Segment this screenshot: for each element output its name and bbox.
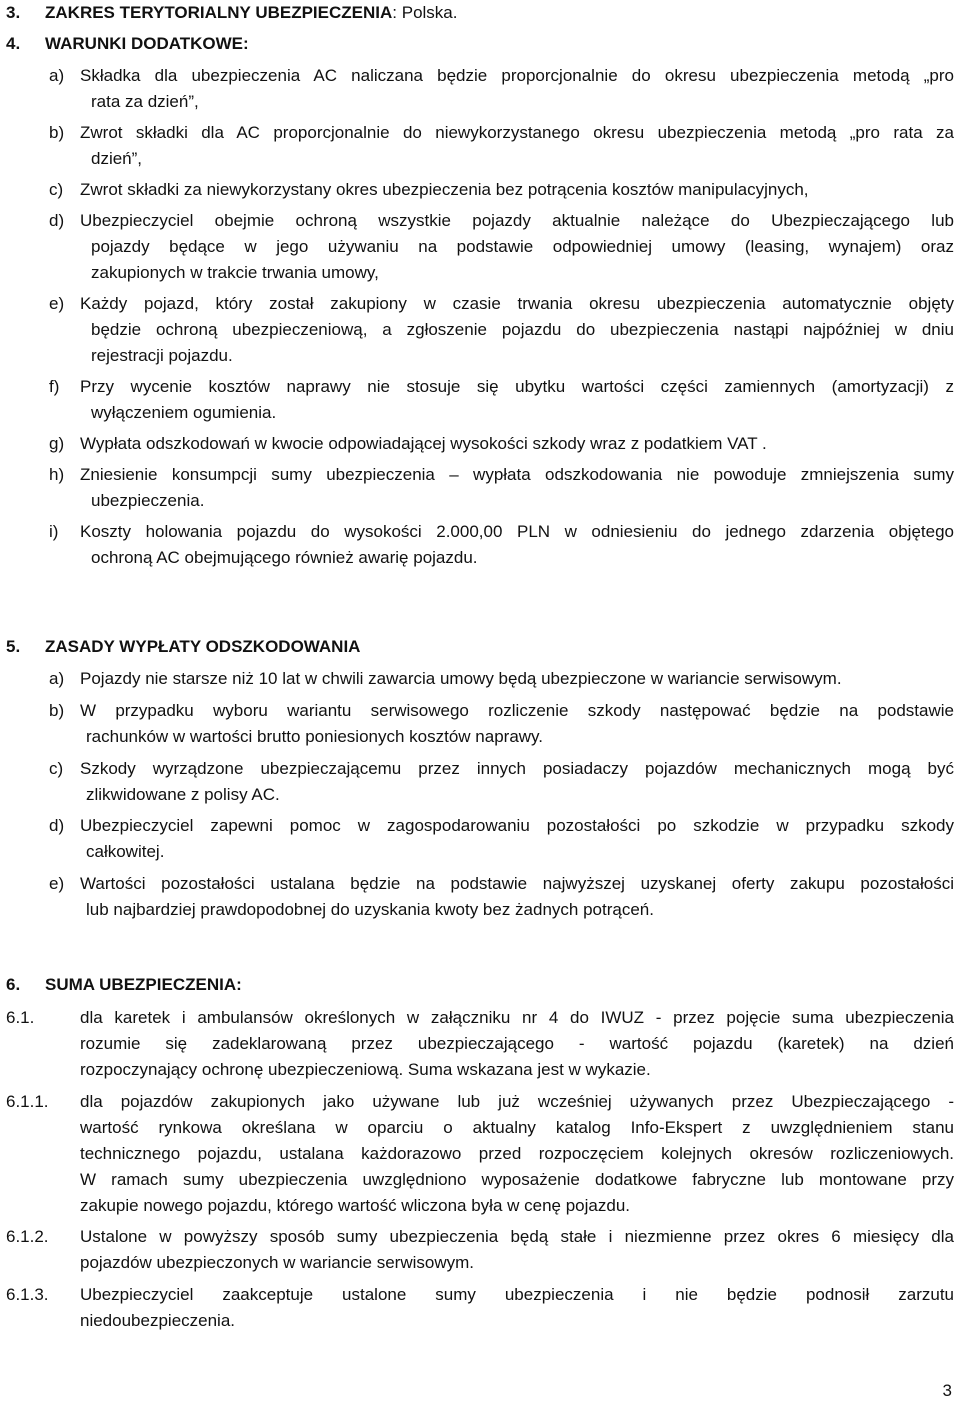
item-label: f) xyxy=(49,377,60,396)
item-label: b) xyxy=(49,123,65,142)
item-line: dla karetek i ambulansów określonych w załączniku nr 4 do IWUZ - przez pojęcie suma ubezpieczenia xyxy=(80,1008,954,1027)
section-4-number: 4. xyxy=(6,34,21,53)
item-line: W przypadku wyboru wariantu serwisowego rozliczenie szkody następować będzie na podstawie xyxy=(80,701,954,720)
item-label: e) xyxy=(49,294,65,313)
item-label: a) xyxy=(49,66,65,85)
item-line: zlikwidowane z polisy AC. xyxy=(86,785,280,804)
item-line: W ramach sumy ubezpieczenia uwzględniono wyposażenie dodatkowe fabryczne lub montowane przy xyxy=(80,1170,954,1189)
item-line: Ubezpieczyciel zapewni pomoc w zagospodarowaniu pozostałości po szkodzie w przypadku szkody xyxy=(80,816,954,835)
item-line: ochroną AC obejmującego również awarię pojazdu. xyxy=(91,548,478,567)
item-label: i) xyxy=(49,522,59,541)
item-line: Zwrot składki za niewykorzystany okres ubezpieczenia bez potrącenia kosztów manipulacyjnych, xyxy=(80,180,809,199)
section-3-value: : Polska. xyxy=(392,3,458,22)
item-line: będzie ochroną ubezpieczeniową, a zgłoszenie pojazdu do ubezpieczenia nastąpi najpóźniej w dniu xyxy=(91,320,954,339)
item-line: zakupionych w trakcie trwania umowy, xyxy=(91,263,379,282)
section-3-number: 3. xyxy=(6,3,21,22)
item-label: a) xyxy=(49,669,65,688)
item-line: Pojazdy nie starsze niż 10 lat w chwili zawarcia umowy będą ubezpieczone w wariancie serwisowym. xyxy=(80,669,842,688)
section-4-title: WARUNKI DODATKOWE: xyxy=(45,34,249,53)
item-line: Wypłata odszkodowań w kwocie odpowiadającej wysokości szkody wraz z podatkiem VAT . xyxy=(80,434,767,453)
item-line: Ubezpieczyciel obejmie ochroną wszystkie pojazdy aktualnie należące do Ubezpieczającego lub xyxy=(80,211,954,230)
item-line: Ubezpieczyciel zaakceptuje ustalone sumy ubezpieczenia i nie będzie podnosił zarzutu xyxy=(80,1285,954,1304)
item-line: rejestracji pojazdu. xyxy=(91,346,233,365)
item-label: h) xyxy=(49,465,65,484)
item-line: rachunków w wartości brutto poniesionych kosztów naprawy. xyxy=(86,727,544,746)
item-line: dzień”, xyxy=(91,149,143,168)
section-3-title: ZAKRES TERYTORIALNY UBEZPIECZENIA xyxy=(45,3,393,22)
item-line: technicznego pojazdu, ustalana każdorazowo przed rozpoczęciem kolejnych okresów rozliczeniowych. xyxy=(80,1144,954,1163)
item-label: g) xyxy=(49,434,65,453)
item-line: ubezpieczenia. xyxy=(91,491,205,510)
item-line: Szkody wyrządzone ubezpieczającemu przez innych posiadaczy pojazdów mechanicznych mogą być xyxy=(80,759,954,778)
item-label: d) xyxy=(49,211,65,230)
item-line: całkowitej. xyxy=(86,842,165,861)
item-line: Ustalone w powyższy sposób sumy ubezpieczenia będą stałe i niezmienne przez okres 6 miesięcy dla xyxy=(80,1227,954,1246)
item-line: Przy wycenie kosztów naprawy nie stosuje się ubytku wartości części zamiennych (amortyzacji) z xyxy=(80,377,954,396)
section-5-title: ZASADY WYPŁATY ODSZKODOWANIA xyxy=(45,637,361,656)
item-label: 6.1.2. xyxy=(6,1227,49,1246)
item-line: pojazdy będące w jego używaniu na podstawie odpowiedniej umowy (leasing, wynajem) oraz xyxy=(91,237,954,256)
item-line: pojazdów ubezpieczonych w wariancie serwisowym. xyxy=(80,1253,475,1272)
item-line: rozumie się zadeklarowaną przez ubezpieczającego - wartość pojazdu (karetek) na dzień xyxy=(80,1034,954,1053)
item-label: b) xyxy=(49,701,65,720)
item-label: e) xyxy=(49,874,65,893)
section-6-number: 6. xyxy=(6,975,21,994)
section-3-heading xyxy=(45,2,457,24)
item-label: c) xyxy=(49,180,64,199)
item-line: niedoubezpieczenia. xyxy=(80,1311,236,1330)
item-label: c) xyxy=(49,759,64,778)
item-line: lub najbardziej prawdopodobnej do uzyskania kwoty bez żadnych potrąceń. xyxy=(86,900,654,919)
item-line: rozpoczynający ochronę ubezpieczeniową. Suma wskazana jest w wykazie. xyxy=(80,1060,651,1079)
item-label: 6.1.1. xyxy=(6,1092,49,1111)
item-line: wyłączeniem ogumienia. xyxy=(91,403,277,422)
item-line: Składka dla ubezpieczenia AC naliczana będzie proporcjonalnie do okresu ubezpieczenia metodą „pro xyxy=(80,66,954,85)
item-line: wartość rynkowa określana w oparciu o aktualny katalog Info-Ekspert z uwzględnieniem stanu xyxy=(80,1118,954,1137)
section-6-title: SUMA UBEZPIECZENIA: xyxy=(45,975,242,994)
item-line: zakupie nowego pojazdu, którego wartość wliczona była w cenę pojazdu. xyxy=(80,1196,630,1215)
item-line: Koszty holowania pojazdu do wysokości 2.000,00 PLN w odniesieniu do jednego zdarzenia objętego xyxy=(80,522,954,541)
item-line: dla pojazdów zakupionych jako używane lub już wcześniej używanych przez Ubezpieczającego - xyxy=(80,1092,954,1111)
item-label: 6.1. xyxy=(6,1008,35,1027)
item-label: 6.1.3. xyxy=(6,1285,49,1304)
item-line: Zwrot składki dla AC proporcjonalnie do niewykorzystanego okresu ubezpieczenia metodą „pro rata za xyxy=(80,123,954,142)
item-label: d) xyxy=(49,816,65,835)
section-5-number: 5. xyxy=(6,637,21,656)
item-line: Zniesienie konsumpcji sumy ubezpieczenia – wypłata odszkodowania nie powoduje zmniejszenia sumy xyxy=(80,465,954,484)
item-line: Każdy pojazd, który został zakupiony w czasie trwania okresu ubezpieczenia automatycznie objęty xyxy=(80,294,954,313)
page-number: 3 xyxy=(942,1381,952,1400)
item-line: rata za dzień”, xyxy=(91,92,199,111)
item-line: Wartości pozostałości ustalana będzie na podstawie najwyższej uzyskanej oferty zakupu pozostałości xyxy=(80,874,954,893)
